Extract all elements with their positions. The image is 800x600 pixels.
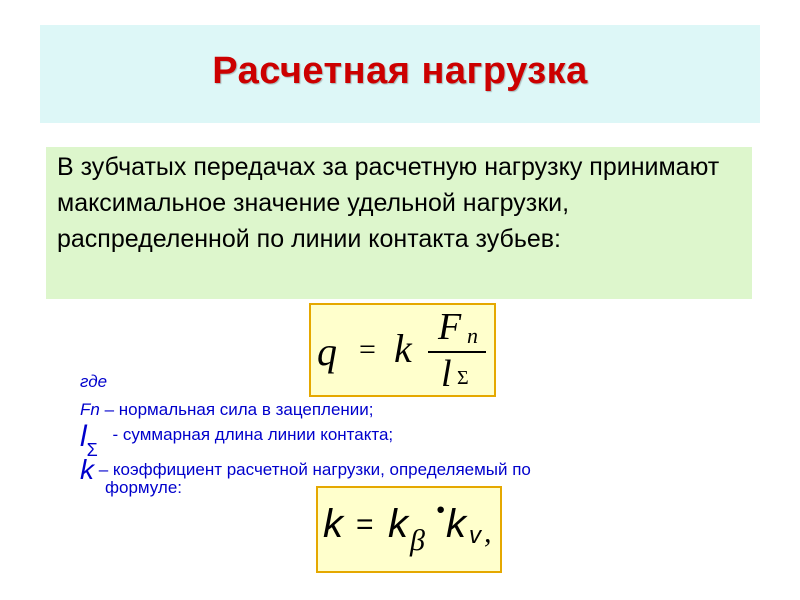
formula-numerator-f: F xyxy=(438,306,462,348)
formula2-beta-sub: β xyxy=(410,524,425,557)
formula2-dot: · xyxy=(434,487,448,532)
where-label: где xyxy=(80,372,108,391)
def-l xyxy=(80,420,394,460)
def-fn-text: – нормальная сила в зацеплении; xyxy=(104,400,374,419)
coefficient-formula xyxy=(316,486,502,573)
title-banner xyxy=(40,25,760,123)
fraction-bar xyxy=(428,351,486,353)
def-l-subscript: Σ xyxy=(86,440,98,460)
formula2-equals: = xyxy=(356,508,374,541)
def-k-symbol: k xyxy=(80,454,94,485)
def-fn-symbol: Fn xyxy=(80,400,100,419)
def-fn xyxy=(80,400,374,420)
def-l-text: - суммарная длина линии контакта; xyxy=(112,425,394,444)
def-k-text-line2: формуле: xyxy=(105,478,182,497)
formula-k: k xyxy=(394,326,412,371)
intro-text: В зубчатых передачах за расчетную нагрузку принимают максимальное значение удельной нагрузки, распределенной по линии контакта зубьев: xyxy=(57,153,720,253)
slide-title: Расчетная нагрузка xyxy=(212,50,588,92)
formula2-v-sub: v xyxy=(469,522,481,549)
def-l-symbol: l xyxy=(80,420,87,453)
formula2-k: k xyxy=(323,502,343,546)
formula-numerator-n: n xyxy=(467,323,478,348)
load-formula xyxy=(309,303,496,397)
intro-box xyxy=(46,147,752,299)
formula-q: q xyxy=(317,329,337,374)
formula-denominator-sigma: Σ xyxy=(457,367,469,389)
formula2-comma: , xyxy=(484,516,492,549)
formula-equals: = xyxy=(359,333,376,366)
def-k-text: – коэффициент расчетной нагрузки, определяемый по xyxy=(98,460,531,479)
formula2-k-beta-base: k xyxy=(388,502,408,546)
formula2-k-v-base: k xyxy=(446,502,466,546)
formula-denominator-l: l xyxy=(441,353,452,395)
